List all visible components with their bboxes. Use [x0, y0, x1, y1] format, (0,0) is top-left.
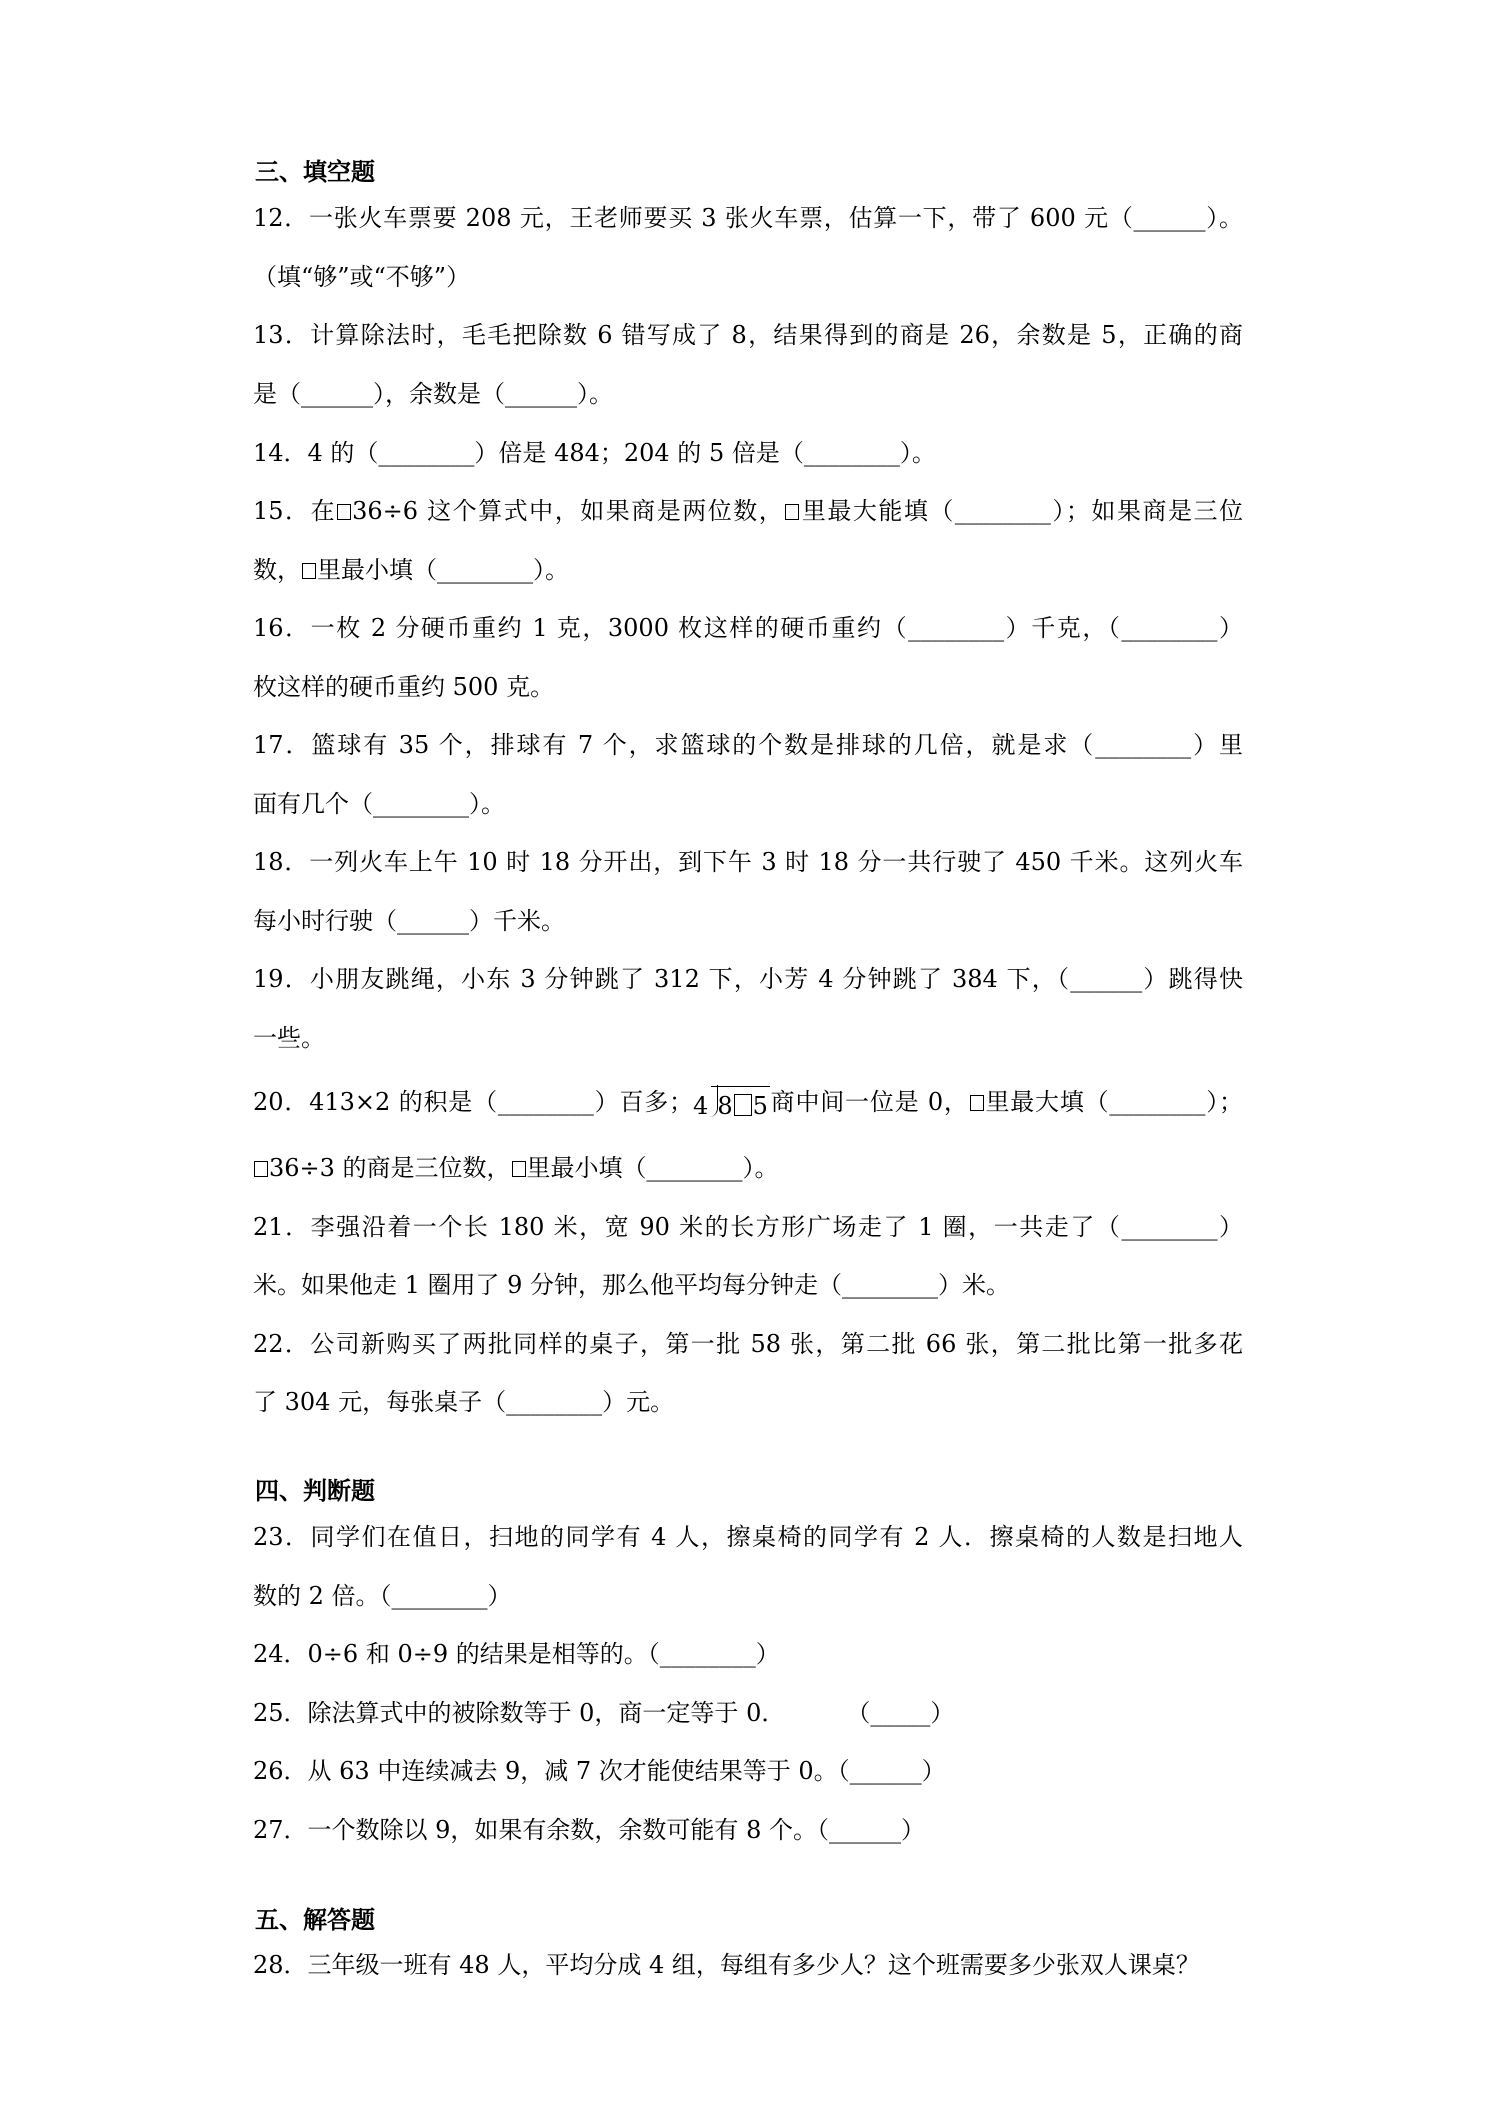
- question-16-line-1: 16．一枚 2 分硬币重约 1 克，3000 枚这样的硬币重约（________）千克，（________）: [253, 614, 1243, 642]
- dividend-digit-1: 8: [717, 1092, 733, 1120]
- question-19-line-2: 一些。: [253, 1024, 325, 1052]
- question-24-line-1: 24．0÷6 和 0÷9 的结果是相等的。（________）: [253, 1640, 780, 1668]
- question-17-line-2: 面有几个（________）。: [253, 790, 505, 818]
- q20-text-b: 商中间一位是 0，: [769, 1088, 969, 1116]
- question-15-line-2: [253, 553, 1243, 587]
- question-12-line-1: 12．一张火车票要 208 元，王老师要买 3 张火车票，估算一下，带了 600 元（______）。: [253, 204, 1243, 232]
- question-25-line-1: [253, 1696, 1243, 1730]
- digit-box-icon: [337, 504, 351, 520]
- question-20-line-1: [253, 1085, 1243, 1120]
- section-heading-problems: 五、解答题: [255, 1906, 375, 1934]
- question-18-line-2: 每小时行驶（______）千米。: [253, 907, 565, 935]
- section-heading-true-false: 四、判断题: [255, 1477, 375, 1505]
- question-14-line-1: 14．4 的（________）倍是 484；204 的 5 倍是（________）。: [253, 439, 936, 467]
- question-26-line-1: 26．从 63 中连续减去 9，减 7 次才能使结果等于 0。（______）: [253, 1757, 946, 1785]
- section-heading-fill-in: 三、填空题: [255, 158, 375, 186]
- q15-text-c: 里最大能填（________）；如果商是三位: [800, 497, 1243, 525]
- q25-text: 25．除法算式中的被除数等于 0，商一定等于 0． （_____）: [253, 1699, 955, 1727]
- dividend-digit-3: 5: [752, 1092, 768, 1120]
- question-22-line-1: 22．公司新购买了两批同样的桌子，第一批 58 张，第二批 66 张，第二批比第一批多花: [253, 1330, 1243, 1358]
- long-division-dividend: [711, 1086, 770, 1123]
- question-13-line-2: 是（______），余数是（______）。: [253, 380, 613, 408]
- digit-box-icon: [254, 1161, 268, 1177]
- q15-text-d: 数，: [253, 556, 301, 584]
- question-17-line-1: 17．篮球有 35 个，排球有 7 个，求篮球的个数是排球的几倍，就是求（________）里: [253, 731, 1243, 759]
- question-27-line-1: 27．一个数除以 9，如果有余数，余数可能有 8 个。（______）: [253, 1816, 925, 1844]
- q15-text-e: 里最小填（________）。: [317, 556, 569, 584]
- question-19-line-1: 19．小朋友跳绳，小东 3 分钟跳了 312 下，小芳 4 分钟跳了 384 下，（______）跳得快: [253, 965, 1243, 993]
- question-23-line-1: 23．同学们在值日，扫地的同学有 4 人，擦桌椅的同学有 2 人．擦桌椅的人数是扫地人: [253, 1523, 1243, 1551]
- question-23-line-2: 数的 2 倍。（________）: [253, 1582, 512, 1610]
- digit-box-icon: [785, 504, 799, 520]
- digit-box-icon: [512, 1161, 526, 1177]
- question-16-line-2: 枚这样的硬币重约 500 克。: [253, 673, 555, 701]
- long-division-divisor: 4: [693, 1092, 709, 1120]
- q20-text-d: 36÷3 的商是三位数，: [269, 1154, 511, 1182]
- question-21-line-1: 21．李强沿着一个长 180 米，宽 90 米的长方形广场走了 1 圈，一共走了（________）: [253, 1213, 1243, 1241]
- q15-text-b: 36÷6 这个算式中，如果商是两位数，: [352, 497, 785, 525]
- digit-box-icon: [734, 1094, 752, 1116]
- question-15-line-1: [253, 494, 1243, 528]
- digit-box-icon: [970, 1095, 984, 1111]
- q20-text-a: 20．413×2 的积是（________）百多；: [253, 1088, 694, 1116]
- question-28-line-1: 28．三年级一班有 48 人，平均分成 4 组，每组有多少人？这个班需要多少张双人课桌？: [253, 1951, 1200, 1979]
- question-22-line-2: 了 304 元，每张桌子（________）元。: [253, 1388, 675, 1416]
- long-division-symbol: [693, 1086, 770, 1120]
- question-21-line-2: 米。如果他走 1 圈用了 9 分钟，那么他平均每分钟走（________）米。: [253, 1271, 1011, 1299]
- q20-text-e: 里最小填（________）。: [526, 1154, 779, 1182]
- question-20-line-2: [253, 1151, 1243, 1185]
- question-18-line-1: 18．一列火车上午 10 时 18 分开出，到下午 3 时 18 分一共行驶了 450 千米。这列火车: [253, 848, 1243, 876]
- digit-box-icon: [302, 563, 316, 579]
- q20-text-c: 里最大填（________）；: [984, 1088, 1244, 1116]
- q15-text-a: 15．在: [253, 497, 337, 525]
- question-12-line-2: （填“够”或“不够”）: [253, 263, 471, 291]
- question-13-line-1: 13．计算除法时，毛毛把除数 6 错写成了 8，结果得到的商是 26，余数是 5，正确的商: [253, 321, 1243, 349]
